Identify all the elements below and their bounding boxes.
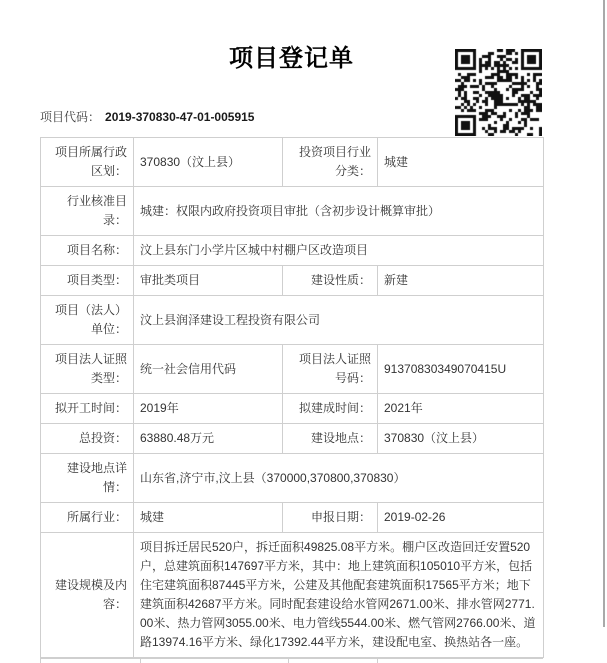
- field-label: 拟建成时间：: [283, 394, 378, 424]
- next-info-table: [40, 658, 543, 663]
- field-label: 项目所属行政区划：: [41, 138, 134, 187]
- next-row-cell: [141, 659, 289, 663]
- field-value: 370830（汶上县）: [378, 424, 544, 454]
- field-value: 2019-02-26: [378, 503, 544, 533]
- field-label: 行业核准目录：: [41, 187, 134, 236]
- field-value: 91370830349070415U: [378, 345, 544, 394]
- field-value: 汶上县东门小学片区城中村棚户区改造项目: [134, 236, 544, 266]
- field-value: 项目拆迁居民520户，拆迁面积49825.08平方米。棚户区改造回迁安置520户，总建筑面积147697平方米，其中：地上建筑面积105010平方米，包括住宅建筑面积87445平方米，公建及其他配套建筑面积17565平方米；地下建筑面积42687平方米。同时配套建设给水管网2671.00米、排水管网2771.00米、热力管网3055.00米、电力管线5544.00米、燃气管网2766.00米、道路13974.16平方米、绿化17392.44平方米，建设配电室、换热站各一座。: [134, 533, 544, 658]
- next-row-cell: [378, 659, 544, 663]
- field-label: 建设规模及内容：: [41, 533, 134, 658]
- table-row: [41, 266, 544, 296]
- field-value: 新建: [378, 266, 544, 296]
- field-label: 总投资：: [41, 424, 134, 454]
- field-label: 建设地点：: [283, 424, 378, 454]
- table-row: [41, 236, 544, 266]
- table-row: [41, 424, 544, 454]
- field-value: 2021年: [378, 394, 544, 424]
- field-value: 城建: [134, 503, 283, 533]
- field-label: 建设性质：: [283, 266, 378, 296]
- table-row: [41, 454, 544, 503]
- field-label: 项目法人证照类型：: [41, 345, 134, 394]
- field-value: 城建: [378, 138, 544, 187]
- project-info-table: [40, 137, 544, 658]
- table-row: [41, 503, 544, 533]
- field-label: 项目名称：: [41, 236, 134, 266]
- table-row: [41, 187, 544, 236]
- table-row: [41, 533, 544, 658]
- field-value: 山东省,济宁市,汶上县（370000,370800,370830）: [134, 454, 544, 503]
- next-table-row: [41, 659, 544, 663]
- project-code-label: 项目代码：: [40, 110, 100, 124]
- table-row: [41, 138, 544, 187]
- field-label: 建设地点详情：: [41, 454, 134, 503]
- next-row-cell: [289, 659, 378, 663]
- page-right-border: [603, 0, 605, 627]
- info-table-body: [41, 138, 544, 658]
- field-label: 项目（法人）单位：: [41, 296, 134, 345]
- field-value: 审批类项目: [134, 266, 283, 296]
- field-label: 拟开工时间：: [41, 394, 134, 424]
- table-row: [41, 345, 544, 394]
- field-value: 2019年: [134, 394, 283, 424]
- field-label: 所属行业：: [41, 503, 134, 533]
- page-title: 项目登记单: [40, 44, 543, 74]
- field-value: 城建：权限内政府投资项目审批（含初步设计概算审批）: [134, 187, 544, 236]
- table-row: [41, 394, 544, 424]
- field-value: 63880.48万元: [134, 424, 283, 454]
- field-value: 统一社会信用代码: [134, 345, 283, 394]
- project-code-value: 2019-370830-47-01-005915: [105, 110, 254, 124]
- field-label: 项目法人证照号码：: [283, 345, 378, 394]
- qr-code: [455, 49, 542, 136]
- field-label: 项目类型：: [41, 266, 134, 296]
- next-table-cutoff: [40, 658, 543, 663]
- field-value: 370830（汶上县）: [134, 138, 283, 187]
- field-value: 汶上县润泽建设工程投资有限公司: [134, 296, 544, 345]
- field-label: 投资项目行业分类：: [283, 138, 378, 187]
- table-row: [41, 296, 544, 345]
- next-row-cell: [41, 659, 141, 663]
- field-label: 申报日期：: [283, 503, 378, 533]
